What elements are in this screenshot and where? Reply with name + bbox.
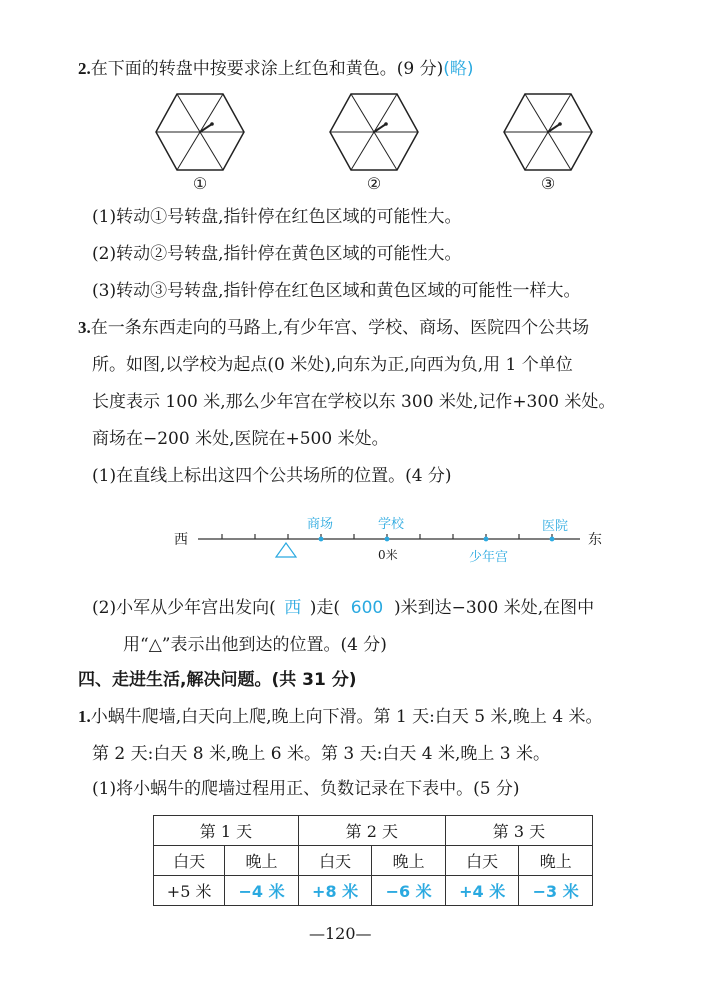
q2-number: 2. (78, 59, 91, 78)
number-line (160, 505, 620, 575)
table-subheader: 晚上 (519, 846, 593, 876)
hexagon-spinner-icon (328, 92, 420, 172)
hexagon-spinner-icon (154, 92, 246, 172)
spinner-label-1: ① (192, 174, 208, 193)
q2-text: 在下面的转盘中按要求涂上红色和黄色。(9 分) (90, 59, 444, 79)
snail-record-table (153, 815, 593, 906)
label-zero: 0米 (378, 548, 398, 562)
spinner-2 (328, 92, 420, 192)
label-east: 东 (588, 532, 602, 548)
label-palace: 少年宫 (469, 550, 509, 565)
table-subheader: 白天 (298, 846, 372, 876)
q3-number: 3. (78, 318, 91, 337)
q3-text-1: 在一条东西走向的马路上,有少年宫、学校、商场、医院四个公共场 (90, 318, 590, 338)
q3-line-2: 所。如图,以学校为起点(0 米处),向东为正,向西为负,用 1 个单位 (92, 355, 573, 375)
q4-sub1: (1)将小蜗牛的爬墙过程用正、负数记录在下表中。(5 分) (92, 779, 520, 799)
answer-direction: 西 (284, 598, 302, 618)
q4-text-1: 小蜗牛爬墙,白天向上爬,晚上向下滑。第 1 天:白天 5 米,晚上 4 米。 (90, 707, 603, 727)
section-4-title: 四、走进生活,解决问题。(共 31 分) (78, 670, 357, 690)
answer-distance: 600 (350, 598, 384, 618)
page-number: —120— (309, 924, 372, 943)
table-subheader: 白天 (154, 846, 225, 876)
table-subheader: 晚上 (372, 846, 446, 876)
label-west: 西 (174, 532, 188, 548)
q3-line-4: 商场在−200 米处,医院在+500 米处。 (92, 429, 389, 449)
table-row (154, 876, 593, 906)
q2-item-2: (2)转动②号转盘,指针停在黄色区域的可能性大。 (92, 244, 462, 264)
spinner-group (150, 92, 600, 192)
q2-answer: (略) (443, 59, 474, 79)
spinner-label-3: ③ (540, 174, 556, 193)
table-cell-answer: +8 米 (298, 876, 372, 906)
q2-item-3: (3)转动③号转盘,指针停在红色区域和黄色区域的可能性一样大。 (92, 281, 581, 301)
q3-sub2-line2: 用“△”表示出他到达的位置。(4 分) (123, 635, 387, 655)
table-cell-answer: +4 米 (445, 876, 519, 906)
q4-line-1 (78, 706, 603, 728)
q3-sub2-prefix: (2)小军从少年宫出发向( (92, 598, 276, 618)
table-cell-answer: −6 米 (372, 876, 446, 906)
label-mall: 商场 (307, 517, 334, 532)
q4-number: 1. (78, 707, 91, 726)
q2-item-1: (1)转动①号转盘,指针停在红色区域的可能性大。 (92, 207, 462, 227)
q3-sub2-suffix: )米到达−300 米处,在图中 (393, 598, 595, 618)
table-cell-answer: −4 米 (225, 876, 299, 906)
q3-line-1 (78, 317, 589, 339)
hexagon-spinner-icon (502, 92, 594, 172)
table-header-day2: 第 2 天 (298, 816, 445, 846)
table-subheader: 白天 (445, 846, 519, 876)
q3-line-3: 长度表示 100 米,那么少年宫在学校以东 300 米处,记作+300 米处。 (92, 392, 616, 412)
table-row (154, 816, 593, 846)
table-subheader: 晚上 (225, 846, 299, 876)
label-hospital: 医院 (542, 519, 569, 534)
triangle-marker-icon (276, 543, 296, 557)
q3-sub2-mid: )走( (309, 598, 340, 618)
q2-heading (78, 58, 474, 80)
label-school: 学校 (378, 517, 405, 532)
table-header-day1: 第 1 天 (154, 816, 299, 846)
q3-sub2 (92, 597, 594, 619)
table-cell-answer: −3 米 (519, 876, 593, 906)
q3-sub1: (1)在直线上标出这四个公共场所的位置。(4 分) (92, 466, 452, 486)
table-row (154, 846, 593, 876)
spinner-1 (154, 92, 246, 192)
spinner-label-2: ② (366, 174, 382, 193)
table-header-day3: 第 3 天 (445, 816, 592, 846)
table-cell: +5 米 (154, 876, 225, 906)
spinner-3 (502, 92, 594, 192)
q4-line-2: 第 2 天:白天 8 米,晚上 6 米。第 3 天:白天 4 米,晚上 3 米。 (92, 744, 551, 764)
